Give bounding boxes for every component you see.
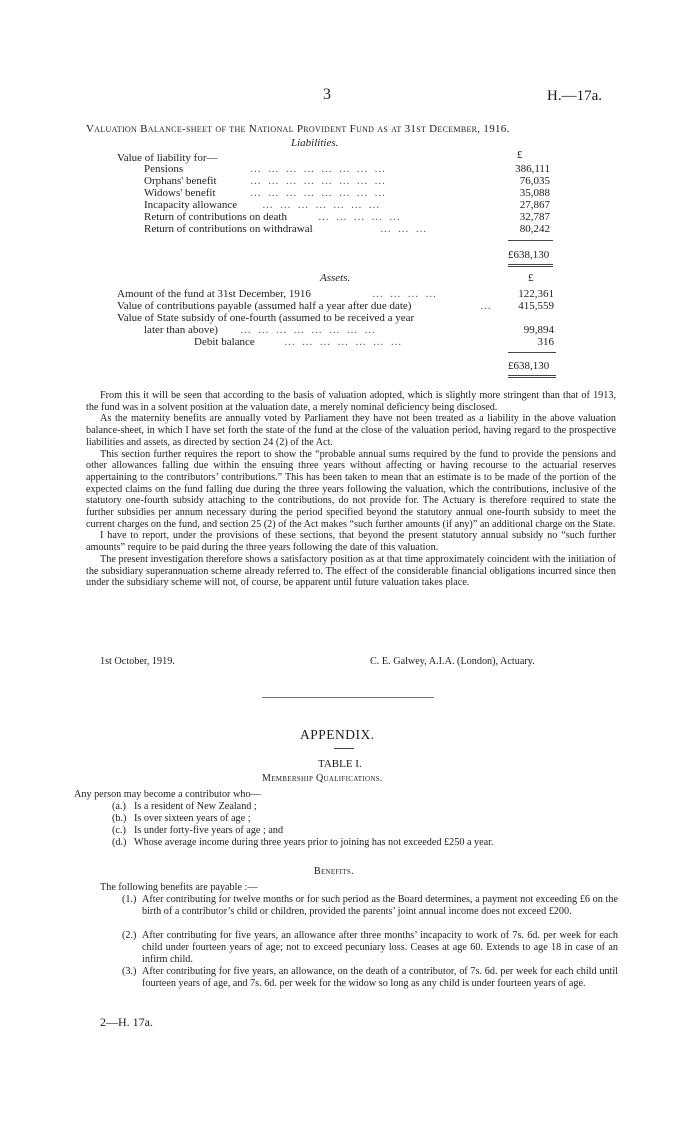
leader-dots: … … … bbox=[380, 223, 429, 235]
value-of-liability-label: Value of liability for— bbox=[117, 152, 218, 164]
liability-value: 32,787 bbox=[519, 211, 550, 223]
leader-dots: … … … … … … … … bbox=[250, 175, 388, 187]
table-title: TABLE I. bbox=[318, 758, 362, 770]
title-underline bbox=[334, 748, 354, 749]
currency-symbol: £ bbox=[528, 272, 534, 284]
item-label: (d.) bbox=[112, 837, 127, 848]
total-double-rule bbox=[508, 377, 556, 378]
asset-label: Amount of the fund at 31st December, 1916 bbox=[117, 288, 311, 300]
asset-label: later than above) bbox=[144, 324, 218, 336]
benefit-item bbox=[122, 930, 618, 966]
item-text: Whose average income during three years prior to joining has not exceeded £250 a year. bbox=[134, 837, 494, 848]
membership-item bbox=[112, 825, 618, 837]
report-date: 1st October, 1919. bbox=[100, 656, 175, 667]
asset-value: 99,894 bbox=[523, 324, 554, 336]
item-text: After contributing for five years, an allowance after three months’ incapacity to work of 7s. 6d. per week for each child under fourteen years of age; not to exceed pecuniary loss. Ceases at age 60. Extends to age 18 in case of an infirm child. bbox=[142, 930, 618, 965]
section-divider bbox=[262, 697, 434, 698]
currency-symbol: £ bbox=[517, 149, 523, 161]
membership-item bbox=[112, 801, 618, 813]
assets-total: £638,130 bbox=[508, 360, 550, 372]
membership-heading: Membership Qualifications. bbox=[262, 773, 383, 784]
benefits-heading: Benefits. bbox=[314, 866, 354, 877]
item-label: (b.) bbox=[112, 813, 127, 824]
membership-item bbox=[112, 837, 618, 861]
liability-value: 80,242 bbox=[519, 223, 550, 235]
total-double-rule bbox=[508, 264, 553, 265]
total-double-rule bbox=[508, 375, 556, 376]
item-label: (c.) bbox=[112, 825, 126, 836]
leader-dots: … … … … … … … bbox=[284, 336, 404, 348]
liabilities-total: £638,130 bbox=[508, 249, 550, 261]
membership-intro: Any person may become a contributor who— bbox=[74, 789, 261, 800]
membership-item bbox=[112, 813, 618, 825]
item-text: After contributing for five years, an allowance, on the death of a contributor, of 7s. 6d. per week for each child until fourteen years of age, and 7s. 6d. per week for the widow so long as any child is under fourteen years of age. bbox=[142, 966, 618, 989]
item-label: (a.) bbox=[112, 801, 126, 812]
benefit-item bbox=[122, 966, 618, 1002]
page-number: 3 bbox=[323, 86, 331, 103]
asset-value: 316 bbox=[537, 336, 554, 348]
asset-label: Debit balance bbox=[194, 336, 255, 348]
balance-sheet-title: Valuation Balance-sheet of the National Provident Fund as at 31st December, 1916. bbox=[86, 123, 510, 135]
asset-value: 122,361 bbox=[518, 288, 554, 300]
benefits-intro: The following benefits are payable :— bbox=[100, 882, 258, 893]
report-paragraph: I have to report, under the provisions of these sections, that beyond the present statutory annual subsidy no “such further amounts” require to be paid during the three years following the date of this valuation. bbox=[86, 530, 616, 554]
leader-dots: … … … … … … … … bbox=[250, 187, 388, 199]
liability-label: Return of contributions on withdrawal bbox=[144, 223, 313, 235]
signature-mark: 2—H. 17a. bbox=[100, 1015, 153, 1029]
liability-value: 386,111 bbox=[515, 163, 550, 175]
report-paragraph: From this it will be seen that according to the basis of valuation adopted, which is slightly more stringent than that of 1913, the fund was in a solvent position at the valuation date, a merely nominal deficiency being disclosed. bbox=[86, 390, 616, 413]
item-text: Is a resident of New Zealand ; bbox=[134, 801, 257, 812]
actuary-signature: C. E. Galwey, A.I.A. (London), Actuary. bbox=[370, 656, 535, 667]
asset-label: Value of contributions payable (assumed half a year after due date) bbox=[117, 300, 412, 312]
leader-dots: … … … … bbox=[372, 288, 439, 300]
assets-heading: Assets. bbox=[320, 272, 351, 284]
leader-dots: … bbox=[480, 300, 493, 312]
liability-label: Return of contributions on death bbox=[144, 211, 287, 223]
total-rule bbox=[508, 240, 553, 241]
leader-dots: … … … … … … … … bbox=[250, 163, 388, 175]
asset-value: 415,559 bbox=[518, 300, 554, 312]
report-paragraph: As the maternity benefits are annually voted by Parliament they have not been treated as a liability in the above valuation balance-sheet, in which I have set forth the state of the fund at the close of the valuation period, having regard to the prospective liabilities and assets, as directed by section 24 (2) of the Act. bbox=[86, 413, 616, 448]
total-double-rule bbox=[508, 266, 553, 267]
liability-label: Orphans' benefit bbox=[144, 175, 217, 187]
benefit-item bbox=[122, 894, 618, 930]
asset-row bbox=[0, 336, 700, 349]
leader-dots: … … … … … bbox=[318, 211, 402, 223]
report-body bbox=[86, 390, 616, 589]
liability-label: Pensions bbox=[144, 163, 184, 175]
item-label: (2.) bbox=[122, 930, 137, 941]
document-reference: H.—17a. bbox=[547, 88, 602, 104]
item-text: Is over sixteen years of age ; bbox=[134, 813, 251, 824]
item-text: Is under forty-five years of age ; and bbox=[134, 825, 284, 836]
leader-dots: … … … … … … … … bbox=[240, 324, 378, 336]
item-label: (3.) bbox=[122, 966, 137, 977]
liability-value: 76,035 bbox=[519, 175, 550, 187]
appendix-title: APPENDIX. bbox=[300, 727, 375, 742]
liability-label: Widows' benefit bbox=[144, 187, 216, 199]
total-rule bbox=[508, 352, 556, 353]
liability-value: 27,867 bbox=[519, 199, 550, 211]
asset-label: Value of State subsidy of one-fourth (assumed to be received a year bbox=[117, 312, 415, 324]
liability-label: Incapacity allowance bbox=[144, 199, 238, 211]
liability-value: 35,088 bbox=[519, 187, 550, 199]
liabilities-heading: Liabilities. bbox=[291, 137, 339, 149]
liability-row bbox=[0, 223, 700, 236]
item-text: After contributing for twelve months or for such period as the Board determines, a payment not exceeding £6 on the birth of a contributor’s child or children, provided the parents’ joint annual income does not exceed £200. bbox=[142, 894, 618, 917]
leader-dots: … … … … … … … bbox=[262, 199, 382, 211]
report-paragraph: This section further requires the report to show the “probable annual sums required by the fund to provide the pensions and other allowances falling due within the ensuing three years without affecting or having recourse to the actuarial reserves appertaining to the contributors’ contributions.” This has been taken to mean that an estimate is to be made of the portion of the expected claims on the fund falling due during the three years following the valuation, which the contributions, inclusive of the statutory one-fourth subsidy attaching to the contributions, do not provide for. The Actuary is therefore required to state the further subsidies per annum necessary during the period specified beyond the statutory annual one-fourth subsidy to meet the current charges on the fund, and section 25 (2) of the Act makes “such further amounts (if any)” an additional charge on the State. bbox=[86, 448, 616, 530]
item-label: (1.) bbox=[122, 894, 137, 905]
report-paragraph: The present investigation therefore shows a satisfactory position as at that time approximately coincident with the initiation of the subsidiary superannuation scheme already referred to. The effect of the considerable financial obligations incurred since then under the subsidiary scheme will not, of course, be apparent until future valuation takes place. bbox=[86, 553, 616, 589]
